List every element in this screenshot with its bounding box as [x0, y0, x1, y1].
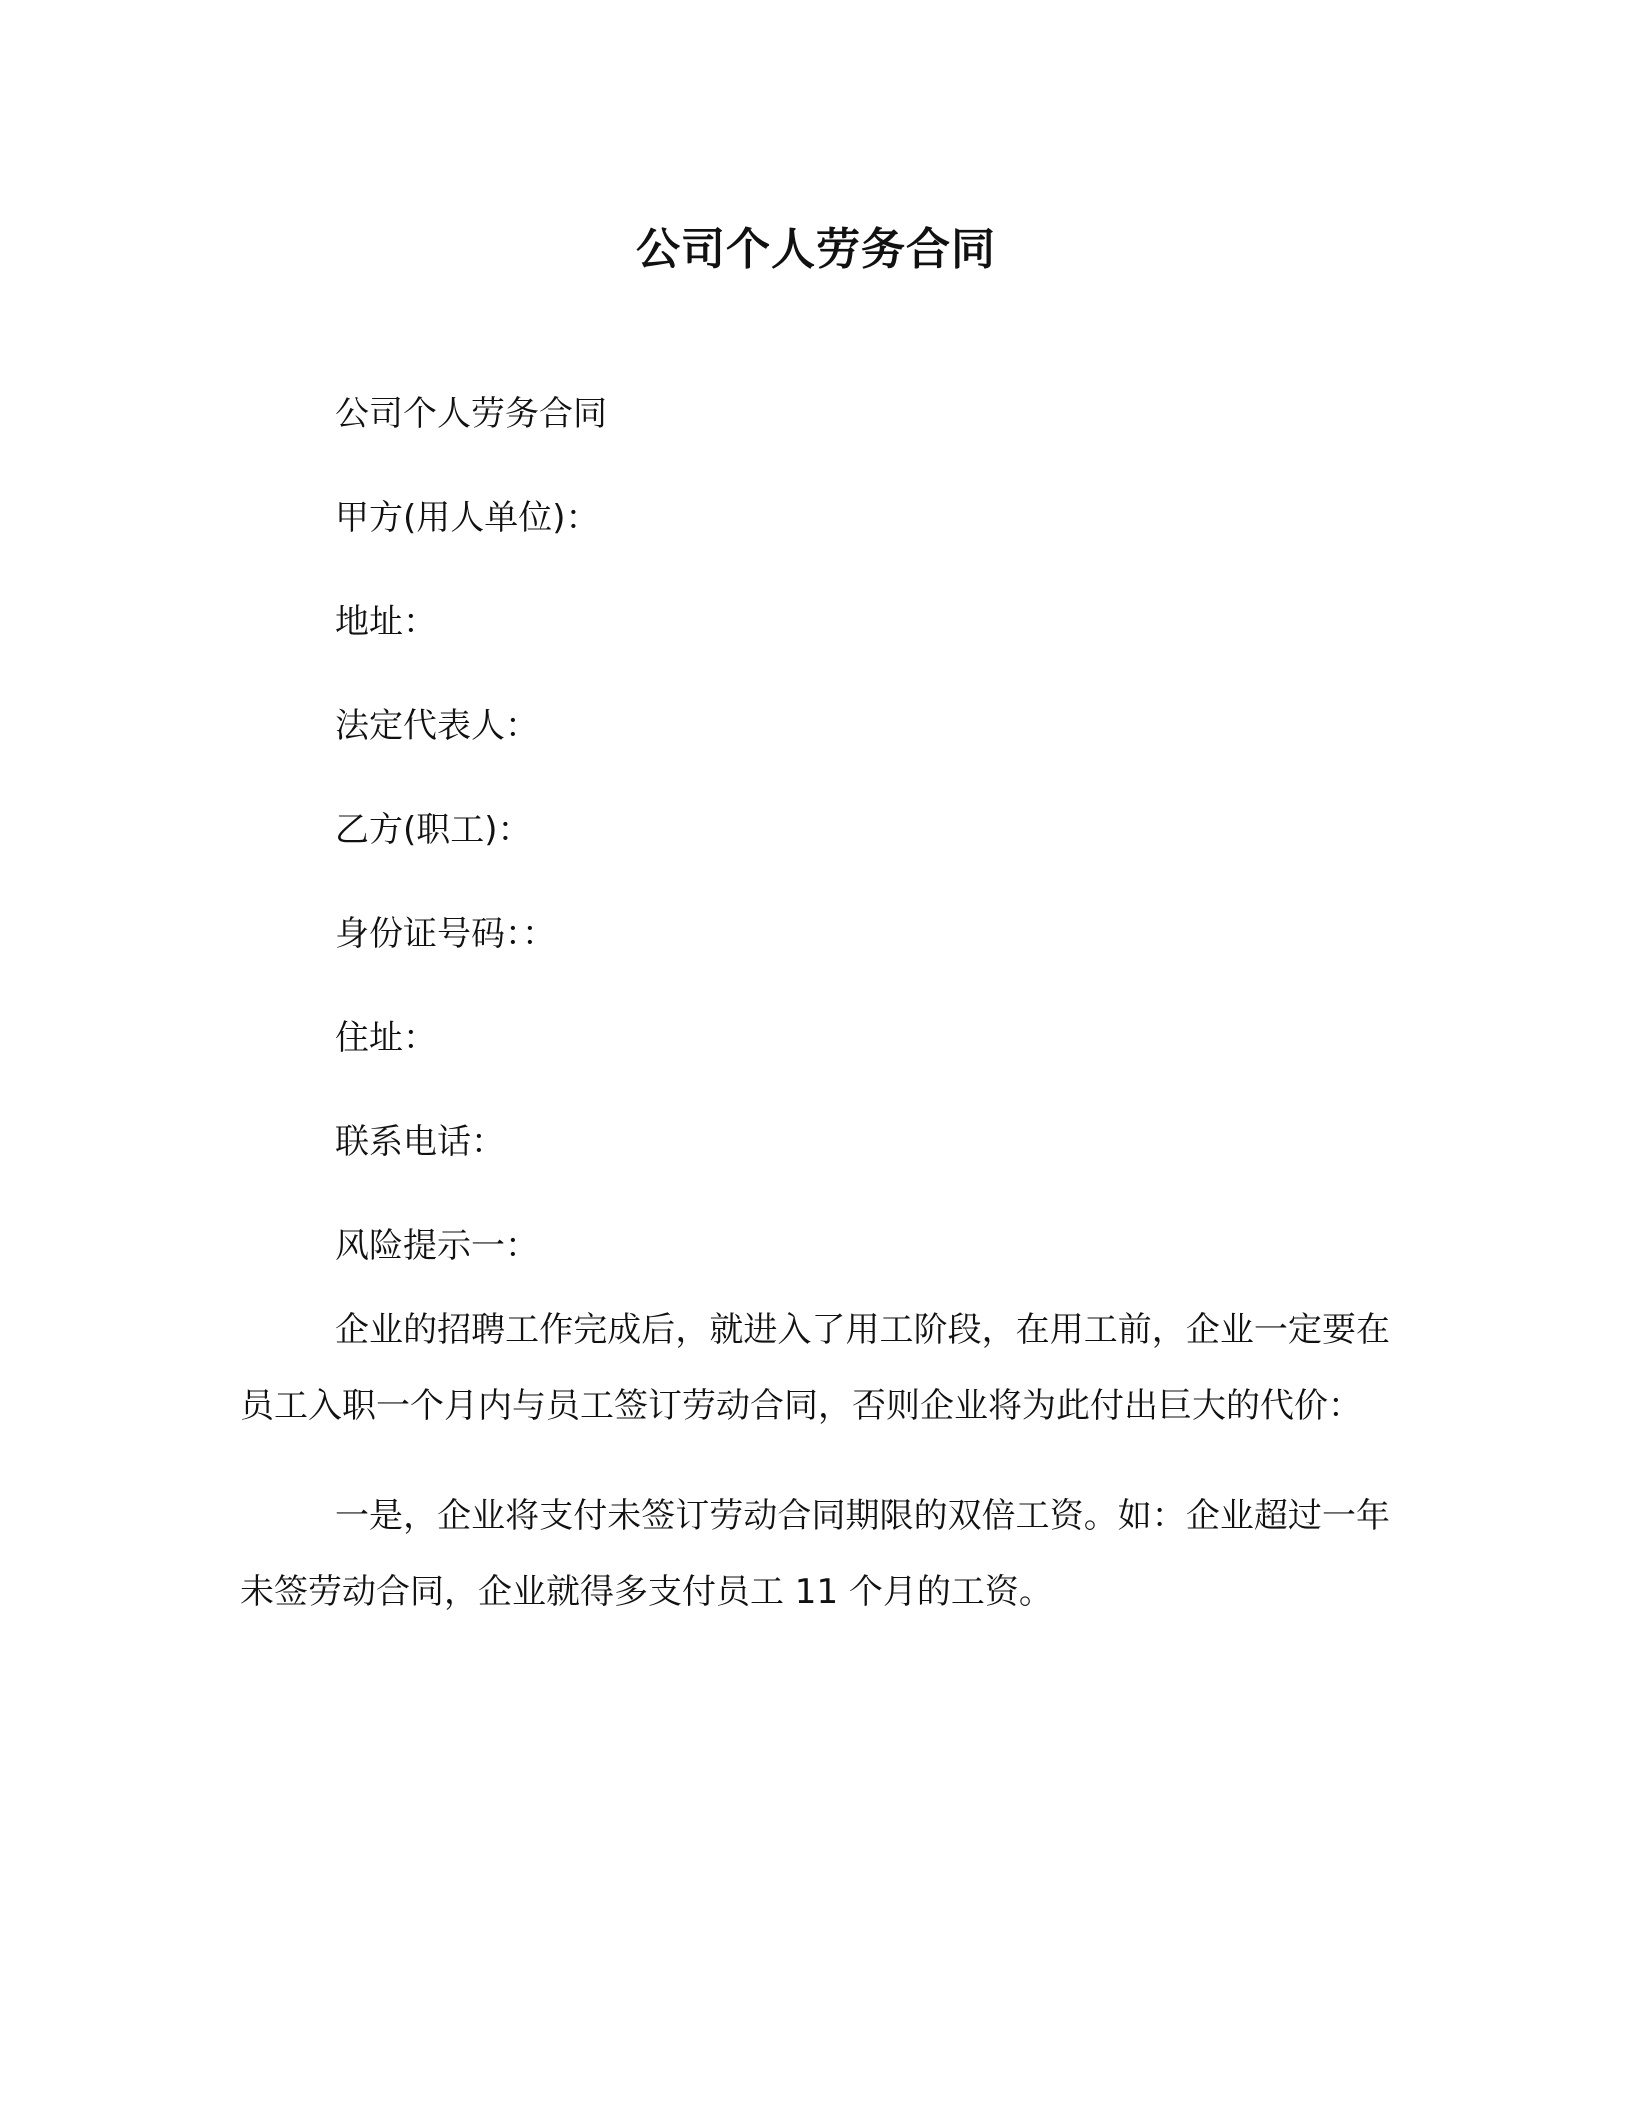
phone-field: 联系电话： — [335, 1122, 505, 1162]
residence-field: 住址： — [335, 1018, 437, 1058]
party-b-field: 乙方(职工)： — [335, 810, 532, 850]
legal-representative-field: 法定代表人： — [335, 706, 539, 746]
document-body — [240, 392, 1390, 1664]
heading-line: 公司个人劳务合同 — [335, 394, 607, 434]
document-title: 公司个人劳务合同 — [636, 224, 996, 275]
paragraph-double-wage: 一是，企业将支付未签订劳动合同期限的双倍工资。如：企业超过一年未签劳动合同，企业就得多支付员工 11 个月的工资。 — [240, 1496, 1390, 1612]
address-field: 地址： — [335, 602, 437, 642]
party-a-field: 甲方(用人单位)： — [335, 498, 600, 538]
risk-notice-heading: 风险提示一： — [335, 1226, 539, 1266]
paragraph-hiring: 企业的招聘工作完成后，就进入了用工阶段，在用工前，企业一定要在员工入职一个月内与员工签订劳动合同，否则企业将为此付出巨大的代价： — [240, 1310, 1390, 1426]
id-number-field: 身份证号码：： — [335, 914, 556, 954]
